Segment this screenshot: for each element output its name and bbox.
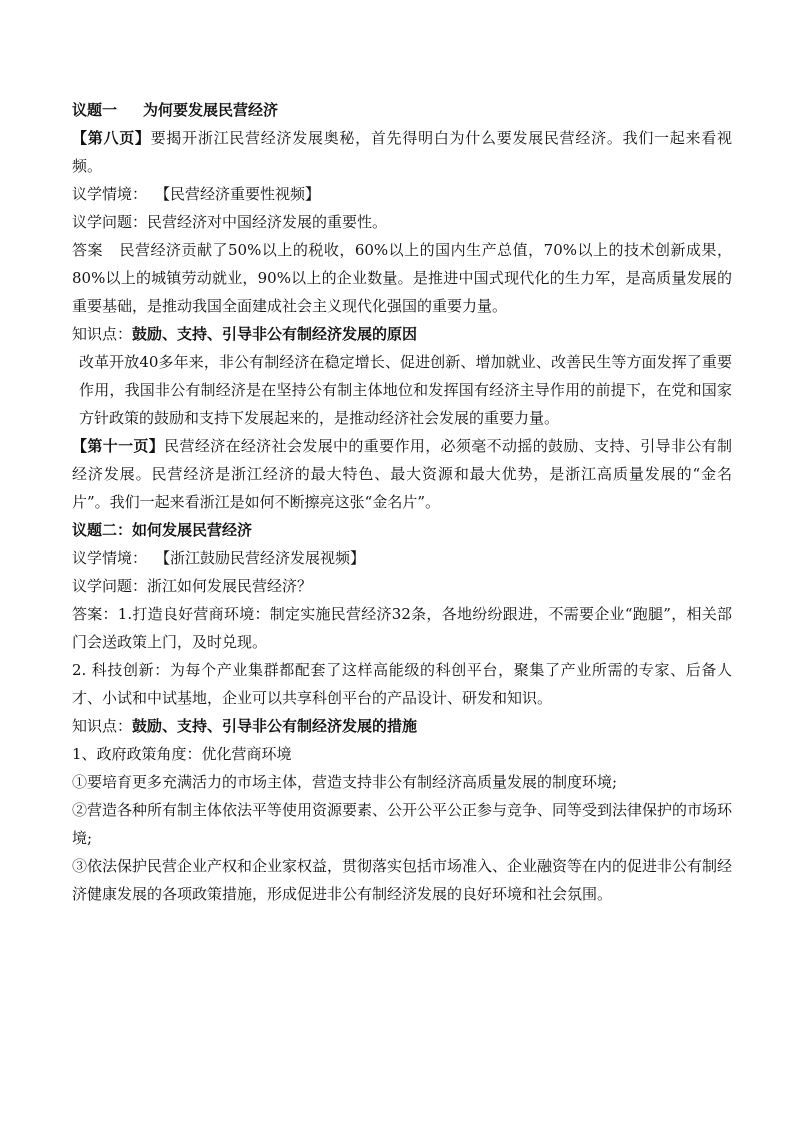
s1-situation-label: 议学情境： [72, 185, 148, 203]
s2-item-1: ①要培育更多充满活力的市场主体，营造支持非公有制经济高质量发展的制度环境; [72, 773, 618, 791]
s2-situation-label: 议学情境： [72, 549, 148, 567]
s2-answer-1: 答案：1.打造良好营商环境：制定实施民营经济32条，各地纷纷跟进，不需要企业“跑腿”，相关部门会送政策上门，及时兑现。 [72, 605, 732, 651]
s2-question [72, 572, 732, 600]
s2-situation-value: 【浙江鼓励民营经济发展视频】 [155, 549, 366, 567]
page11-paragraph [72, 432, 732, 516]
s2-item-3: ③依法保护民营企业产权和企业家权益，贯彻落实包括市场准入、企业融资等在内的促进非公有制经济健康发展的各项政策措施，形成促进非公有制经济发展的良好环境和社会氛围。 [72, 857, 733, 903]
s2-item-2: ②营造各种所有制主体依法平等使用资源要素、公开公平公正参与竞争、同等受到法律保护的市场环境; [72, 801, 733, 847]
s2-question-label: 议学问题： [72, 577, 148, 595]
page11-tag: 【第十一页】 [72, 437, 165, 455]
s1-question [72, 208, 732, 236]
s1-question-value: 民营经济对中国经济发展的重要性。 [147, 213, 388, 231]
topic2-heading: 议题二：如何发展民营经济 [72, 521, 253, 539]
topic1-title: 为何要发展民营经济 [143, 101, 279, 119]
topic1-label: 议题一 [72, 101, 118, 119]
s1-question-label: 议学问题： [72, 213, 148, 231]
page11-text: 民营经济在经济社会发展中的重要作用，必须毫不动摇的鼓励、支持、引导非公有制经济发展。民营经济是浙江经济的最大特色、最大资源和最大优势，是浙江高质量发展的“金名片”。我们一起来看浙江是如何不断擦亮这张“金名片”。 [72, 437, 732, 511]
s2-item-head: 1、政府政策角度：优化营商环境 [72, 745, 292, 763]
document-body [72, 96, 732, 908]
s2-knowledge-value: 鼓励、支持、引导非公有制经济发展的措施 [132, 717, 418, 735]
s2-knowledge-label: 知识点： [72, 717, 133, 735]
s2-question-value: 浙江如何发展民营经济？ [147, 577, 313, 595]
s2-situation [72, 544, 732, 572]
s1-situation [72, 180, 732, 208]
s1-knowledge-value: 鼓励、支持、引导非公有制经济发展的原因 [132, 325, 418, 343]
page8-text: 要揭开浙江民营经济发展奥秘，首先得明白为什么要发展民营经济。我们一起来看视频。 [72, 129, 732, 175]
s2-knowledge [72, 712, 732, 740]
s1-knowledge [72, 320, 732, 348]
s1-answer-label: 答案 [72, 241, 103, 259]
s1-knowledge-text: 改革开放40多年来，非公有制经济在稳定增长、促进创新、增加就业、改善民生等方面发挥了重要作用，我国非公有制经济是在坚持公有制主体地位和发挥国有经济主导作用的前提下，在党和国家方针政策的鼓励和支持下发展起来的，是推动经济社会发展的重要力量。 [79, 353, 732, 427]
topic1-heading [72, 96, 732, 124]
s1-situation-value: 【民营经济重要性视频】 [155, 185, 321, 203]
page8-paragraph [72, 124, 732, 180]
page8-tag: 【第八页】 [72, 129, 151, 147]
s1-knowledge-label: 知识点： [72, 325, 133, 343]
s2-answer-2: 2. 科技创新：为每个产业集群都配套了这样高能级的科创平台，聚集了产业所需的专家、后备人才、小试和中试基地，企业可以共享科创平台的产品设计、研发和知识。 [72, 661, 732, 707]
s1-answer-text: 民营经济贡献了50%以上的税收，60%以上的国内生产总值，70%以上的技术创新成果，80%以上的城镇劳动就业，90%以上的企业数量。是推进中国式现代化的生力军，是高质量发展的重要基础，是推动我国全面建成社会主义现代化强国的重要力量。 [72, 241, 732, 315]
s1-answer [72, 236, 732, 320]
